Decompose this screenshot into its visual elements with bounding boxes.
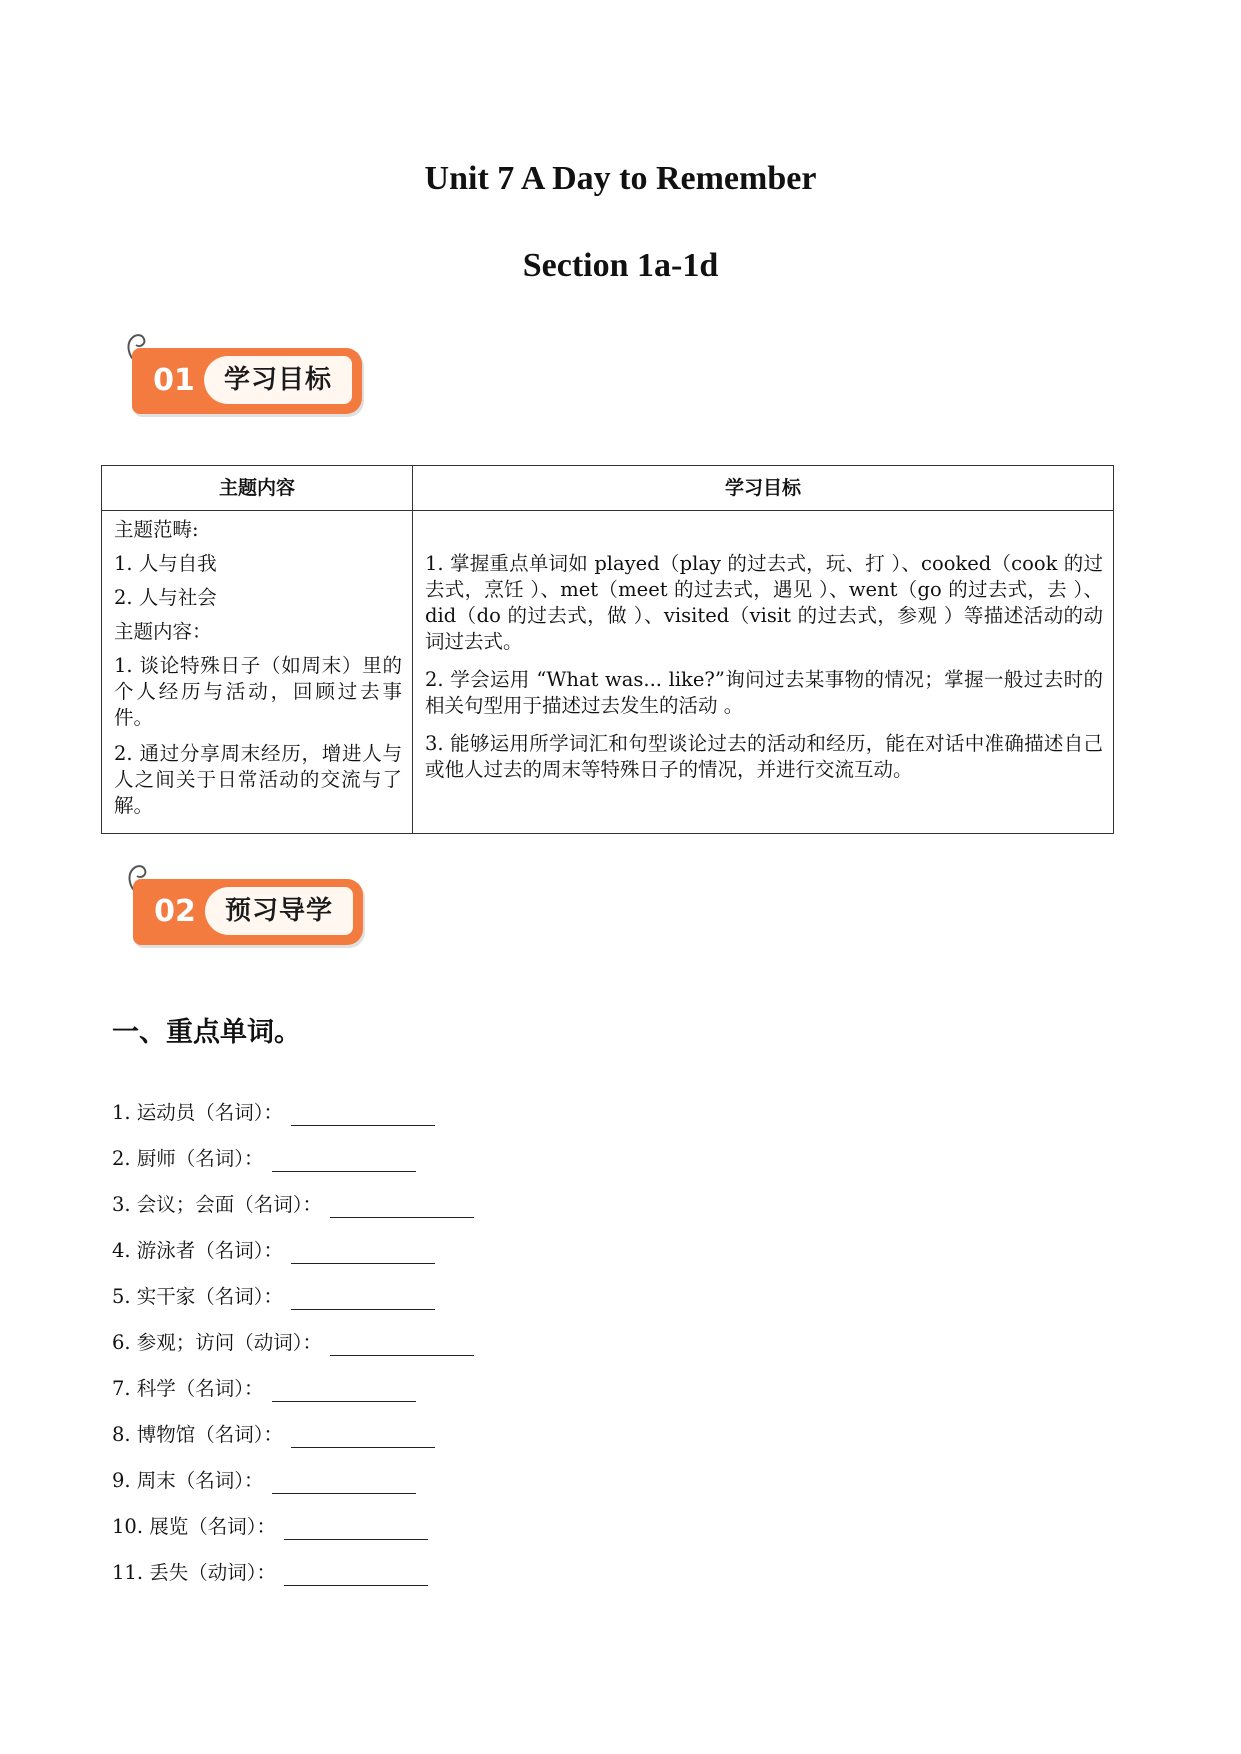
answer-blank[interactable] — [284, 1519, 428, 1540]
badge-shape — [133, 879, 363, 945]
vocab-prompt: 11. 丢失（动词）： — [112, 1561, 276, 1584]
list-item — [112, 1264, 474, 1310]
vocab-prompt: 8. 博物馆（名词）： — [112, 1423, 284, 1446]
answer-blank[interactable] — [291, 1289, 435, 1310]
table-header-goals: 学习目标 — [413, 466, 1114, 511]
topic-cell — [102, 511, 413, 834]
topic-line: 主题范畴: — [114, 518, 199, 541]
goal-item: 2. 学会运用 “What was... like?”询问过去某事物的情况；掌握一般过去时的相关句型用于描述过去发生的活动 。 — [425, 668, 1103, 717]
topic-line: 1. 人与自我 — [114, 552, 217, 575]
section-heading-vocabulary: 一、重点单词。 — [112, 1017, 301, 1048]
vocab-prompt: 5. 实干家（名词）： — [112, 1285, 284, 1308]
section-badge-objectives — [122, 326, 372, 416]
answer-blank[interactable] — [272, 1473, 416, 1494]
vocab-prompt: 4. 游泳者（名词）： — [112, 1239, 284, 1262]
vocab-prompt: 10. 展览（名词）： — [112, 1515, 276, 1538]
badge-label: 学习目标 — [204, 356, 352, 404]
answer-blank[interactable] — [284, 1565, 428, 1586]
vocab-prompt: 1. 运动员（名词）： — [112, 1101, 284, 1124]
answer-blank[interactable] — [272, 1151, 416, 1172]
vocab-prompt: 7. 科学（名词）： — [112, 1377, 264, 1400]
document-title: Unit 7 A Day to Remember — [424, 160, 817, 197]
answer-blank[interactable] — [291, 1243, 435, 1264]
goal-item: 1. 掌握重点单词如 played（play 的过去式，玩、打 ）、cooked（cook 的过去式，烹饪 ）、met（meet 的过去式，遇见 ）、went（go 的过去式，去 ）、did（do 的过去式，做 ）、visited（visit 的过去式，参观 ）等描述活动的动词过去式。 — [425, 552, 1103, 653]
list-item — [112, 1402, 474, 1448]
answer-blank[interactable] — [330, 1335, 474, 1356]
list-item — [112, 1172, 474, 1218]
list-item — [112, 1356, 474, 1402]
topic-line: 2. 通过分享周末经历，增进人与人之间关于日常活动的交流与了解。 — [114, 742, 402, 817]
vocabulary-list — [112, 1080, 474, 1586]
objectives-table — [101, 465, 1114, 834]
answer-blank[interactable] — [330, 1197, 474, 1218]
topic-line: 2. 人与社会 — [114, 586, 217, 609]
table-header-topic: 主题内容 — [102, 466, 413, 511]
list-item — [112, 1540, 474, 1586]
topic-line: 主题内容： — [114, 620, 212, 643]
vocab-prompt: 3. 会议；会面（名词）： — [112, 1193, 323, 1216]
answer-blank[interactable] — [291, 1105, 435, 1126]
goal-item: 3. 能够运用所学词汇和句型谈论过去的活动和经历，能在对话中准确描述自己或他人过去的周末等特殊日子的情况，并进行交流互动。 — [425, 732, 1103, 781]
list-item — [112, 1080, 474, 1126]
list-item — [112, 1218, 474, 1264]
document-subtitle: Section 1a-1d — [522, 247, 719, 284]
answer-blank[interactable] — [272, 1381, 416, 1402]
section-badge-preview — [123, 857, 373, 947]
topic-line: 1. 谈论特殊日子（如周末）里的个人经历与活动，回顾过去事件。 — [114, 654, 402, 729]
list-item — [112, 1126, 474, 1172]
vocab-prompt: 2. 厨师（名词）： — [112, 1147, 264, 1170]
badge-shape — [132, 348, 362, 414]
list-item — [112, 1310, 474, 1356]
list-item — [112, 1494, 474, 1540]
badge-number: 01 — [153, 363, 195, 398]
goals-cell — [413, 511, 1114, 834]
vocab-prompt: 9. 周末（名词）： — [112, 1469, 264, 1492]
badge-label: 预习导学 — [205, 887, 353, 935]
vocab-prompt: 6. 参观；访问（动词）： — [112, 1331, 323, 1354]
answer-blank[interactable] — [291, 1427, 435, 1448]
badge-number: 02 — [154, 894, 196, 929]
list-item — [112, 1448, 474, 1494]
